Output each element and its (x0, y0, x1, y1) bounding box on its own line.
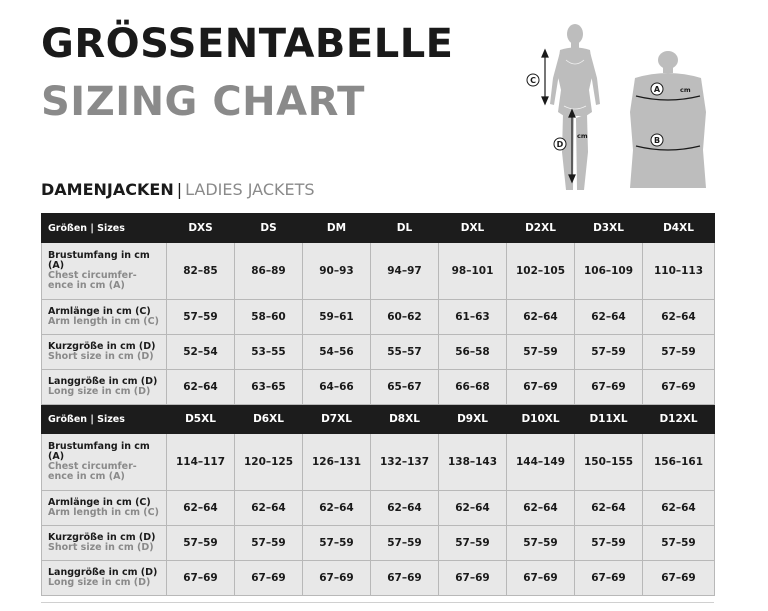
row-label-english: Long size in cm (D) (48, 386, 151, 397)
table-header-row (42, 214, 715, 243)
table-cell: 57–59 (643, 335, 715, 370)
section-heading-separator: | (176, 180, 183, 199)
row-label-english: Short size in cm (D) (48, 542, 154, 553)
table-cell: 53–55 (235, 335, 303, 370)
table-cell: 114–117 (167, 434, 235, 491)
table-cell: 57–59 (371, 526, 439, 561)
table-cell: 62–64 (643, 300, 715, 335)
footer-divider (41, 602, 714, 603)
size-column-header: D11XL (575, 405, 643, 434)
table-cell: 62–64 (507, 300, 575, 335)
size-column-header: D12XL (643, 405, 715, 434)
row-label-german: Armlänge in cm (C) (48, 497, 151, 508)
table-cell: 67–69 (575, 561, 643, 596)
table-cell: 67–69 (575, 370, 643, 405)
table-cell: 62–64 (507, 491, 575, 526)
table-cell: 62–64 (167, 370, 235, 405)
table-cell: 57–59 (507, 526, 575, 561)
table-cell: 62–64 (303, 491, 371, 526)
size-column-header: DM (303, 214, 371, 243)
size-column-header: D5XL (167, 405, 235, 434)
row-label-german: Brustumfang in cm (A) (48, 250, 150, 271)
table-row (42, 526, 715, 561)
table-cell: 144–149 (507, 434, 575, 491)
size-column-header: D6XL (235, 405, 303, 434)
table-cell: 57–59 (167, 526, 235, 561)
row-label-german: Kurzgröße in cm (D) (48, 341, 156, 352)
table-cell: 156–161 (643, 434, 715, 491)
size-column-header: DS (235, 214, 303, 243)
leg-unit-label: cm (577, 132, 588, 140)
table-cell: 52–54 (167, 335, 235, 370)
marker-d-label: D (556, 140, 564, 149)
table-cell: 55–57 (371, 335, 439, 370)
marker-a-label: A (653, 85, 661, 94)
table-cell: 57–59 (507, 335, 575, 370)
table-row (42, 335, 715, 370)
torso-figure-icon (630, 51, 706, 188)
table-cell: 62–64 (167, 491, 235, 526)
table-row (42, 561, 715, 596)
marker-b-label: B (653, 136, 661, 145)
table-cell: 94–97 (371, 243, 439, 300)
table-cell: 64–66 (303, 370, 371, 405)
table-cell: 62–64 (575, 491, 643, 526)
table-cell: 67–69 (507, 370, 575, 405)
table-cell: 82–85 (167, 243, 235, 300)
table-cell: 57–59 (167, 300, 235, 335)
section-heading-german: DAMENJACKEN (41, 180, 174, 199)
table-cell: 98–101 (439, 243, 507, 300)
table-cell: 66–68 (439, 370, 507, 405)
table-cell: 58–60 (235, 300, 303, 335)
table-cell: 120–125 (235, 434, 303, 491)
table-row (42, 370, 715, 405)
table-row (42, 491, 715, 526)
table-cell: 150–155 (575, 434, 643, 491)
sizing-table (41, 213, 715, 596)
table-cell: 56–58 (439, 335, 507, 370)
table-cell: 67–69 (235, 561, 303, 596)
table-cell: 62–64 (643, 491, 715, 526)
table-cell: 67–69 (167, 561, 235, 596)
row-label (42, 335, 167, 370)
row-label-german: Brustumfang in cm (A) (48, 441, 150, 462)
row-label-english: Arm length in cm (C) (48, 507, 159, 518)
table-cell: 62–64 (575, 300, 643, 335)
row-label (42, 243, 167, 300)
table-cell: 57–59 (235, 526, 303, 561)
table-cell: 63–65 (235, 370, 303, 405)
row-label-english: Short size in cm (D) (48, 351, 154, 362)
table-cell: 59–61 (303, 300, 371, 335)
size-column-header: D9XL (439, 405, 507, 434)
size-column-header: DXS (167, 214, 235, 243)
size-column-header: DXL (439, 214, 507, 243)
table-cell: 57–59 (643, 526, 715, 561)
row-label (42, 370, 167, 405)
table-cell: 62–64 (235, 491, 303, 526)
row-label-english: Chest circumfer- ence in cm (A) (48, 461, 137, 482)
table-cell: 86–89 (235, 243, 303, 300)
row-label-german: Kurzgröße in cm (D) (48, 532, 156, 543)
table-cell: 67–69 (439, 561, 507, 596)
table-cell: 67–69 (643, 561, 715, 596)
row-label-german: Langgröße in cm (D) (48, 376, 158, 387)
table-header-row (42, 405, 715, 434)
chest-unit-label: cm (680, 86, 691, 94)
size-column-header: DL (371, 214, 439, 243)
table-cell: 67–69 (303, 561, 371, 596)
size-column-header: D7XL (303, 405, 371, 434)
table-row (42, 434, 715, 491)
row-label (42, 561, 167, 596)
table-cell: 90–93 (303, 243, 371, 300)
row-label-english: Chest circumfer- ence in cm (A) (48, 270, 137, 291)
measurement-figures (520, 12, 720, 202)
size-column-header: D2XL (507, 214, 575, 243)
table-cell: 61–63 (439, 300, 507, 335)
row-label (42, 300, 167, 335)
size-column-header: D4XL (643, 214, 715, 243)
table-cell: 57–59 (575, 335, 643, 370)
page-title-english: SIZING CHART (41, 79, 365, 125)
size-header-label: Größen | Sizes (42, 405, 167, 434)
marker-c-label: C (530, 76, 536, 85)
table-row (42, 243, 715, 300)
table-row (42, 300, 715, 335)
table-cell: 62–64 (371, 491, 439, 526)
table-cell: 132–137 (371, 434, 439, 491)
page-title-german: GRÖSSENTABELLE (41, 21, 454, 67)
size-column-header: D8XL (371, 405, 439, 434)
table-cell: 57–59 (575, 526, 643, 561)
table-cell: 67–69 (371, 561, 439, 596)
table-cell: 106–109 (575, 243, 643, 300)
table-cell: 60–62 (371, 300, 439, 335)
table-cell: 57–59 (439, 526, 507, 561)
row-label-german: Armlänge in cm (C) (48, 306, 151, 317)
row-label-english: Arm length in cm (C) (48, 316, 159, 327)
row-label-german: Langgröße in cm (D) (48, 567, 158, 578)
table-cell: 54–56 (303, 335, 371, 370)
full-body-figure-icon (550, 24, 600, 190)
table-cell: 126–131 (303, 434, 371, 491)
table-cell: 65–67 (371, 370, 439, 405)
section-heading (41, 182, 315, 198)
table-cell: 67–69 (643, 370, 715, 405)
size-column-header: D3XL (575, 214, 643, 243)
row-label (42, 491, 167, 526)
row-label (42, 434, 167, 491)
row-label-english: Long size in cm (D) (48, 577, 151, 588)
table-cell: 102–105 (507, 243, 575, 300)
size-header-label: Größen | Sizes (42, 214, 167, 243)
size-column-header: D10XL (507, 405, 575, 434)
table-cell: 57–59 (303, 526, 371, 561)
section-heading-english: LADIES JACKETS (185, 180, 315, 199)
arm-length-arrow-icon (542, 50, 548, 104)
row-label (42, 526, 167, 561)
table-cell: 110–113 (643, 243, 715, 300)
table-cell: 62–64 (439, 491, 507, 526)
table-cell: 67–69 (507, 561, 575, 596)
table-cell: 138–143 (439, 434, 507, 491)
